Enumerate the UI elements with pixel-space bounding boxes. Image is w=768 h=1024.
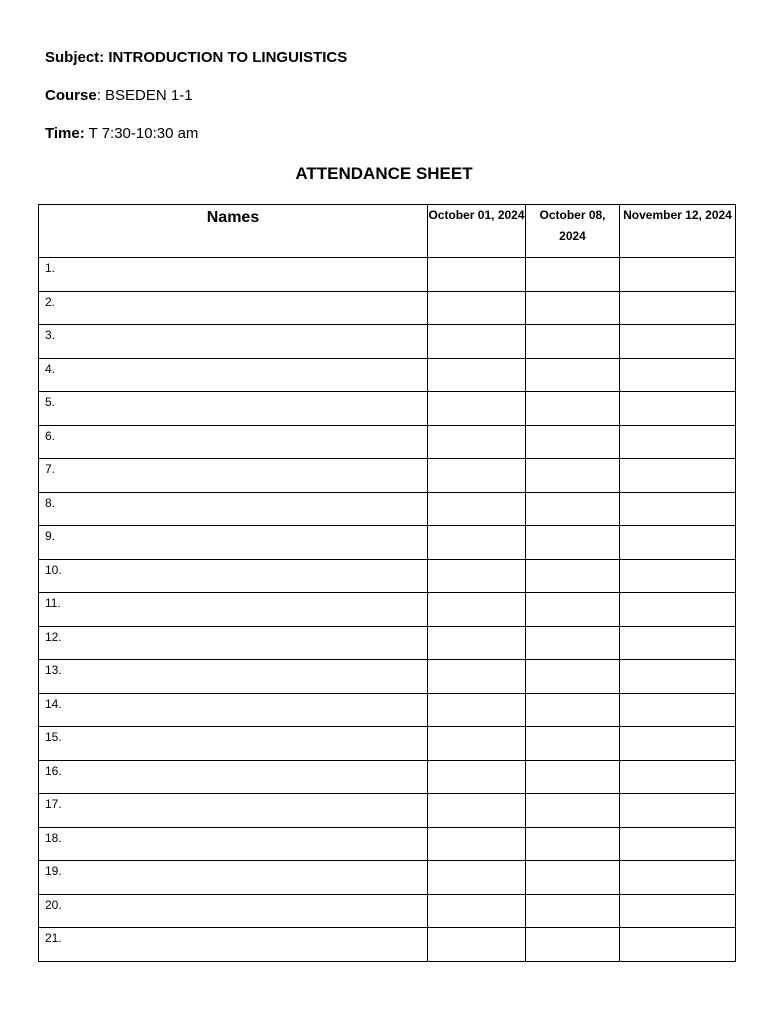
name-cell[interactable]: 14. <box>39 693 428 727</box>
attendance-cell-date-3[interactable] <box>620 626 736 660</box>
name-cell[interactable]: 5. <box>39 392 428 426</box>
attendance-cell-date-3[interactable] <box>620 660 736 694</box>
attendance-cell-date-1[interactable] <box>428 358 526 392</box>
name-cell[interactable]: 8. <box>39 492 428 526</box>
attendance-cell-date-3[interactable] <box>620 291 736 325</box>
name-cell[interactable]: 1. <box>39 258 428 292</box>
attendance-cell-date-1[interactable] <box>428 291 526 325</box>
table-row <box>39 492 736 526</box>
name-cell[interactable]: 9. <box>39 526 428 560</box>
name-cell[interactable]: 2. <box>39 291 428 325</box>
attendance-cell-date-2[interactable] <box>526 593 620 627</box>
time-label: Time: <box>45 125 85 142</box>
attendance-cell-date-1[interactable] <box>428 660 526 694</box>
name-cell[interactable]: 15. <box>39 727 428 761</box>
attendance-cell-date-1[interactable] <box>428 894 526 928</box>
name-cell[interactable]: 4. <box>39 358 428 392</box>
attendance-cell-date-1[interactable] <box>428 693 526 727</box>
attendance-cell-date-3[interactable] <box>620 760 736 794</box>
attendance-cell-date-2[interactable] <box>526 492 620 526</box>
name-cell[interactable]: 19. <box>39 861 428 895</box>
table-row <box>39 827 736 861</box>
table-row <box>39 593 736 627</box>
name-cell[interactable]: 20. <box>39 894 428 928</box>
attendance-cell-date-2[interactable] <box>526 425 620 459</box>
attendance-cell-date-2[interactable] <box>526 861 620 895</box>
attendance-cell-date-2[interactable] <box>526 827 620 861</box>
table-row <box>39 325 736 359</box>
time-value: T 7:30-10:30 am <box>88 125 199 142</box>
table-row <box>39 425 736 459</box>
attendance-cell-date-3[interactable] <box>620 358 736 392</box>
attendance-cell-date-1[interactable] <box>428 593 526 627</box>
column-header-date-1: October 01, 2024 <box>428 205 526 258</box>
attendance-cell-date-3[interactable] <box>620 325 736 359</box>
attendance-cell-date-1[interactable] <box>428 392 526 426</box>
name-cell[interactable]: 17. <box>39 794 428 828</box>
attendance-cell-date-2[interactable] <box>526 358 620 392</box>
subject-label: Subject: <box>45 49 105 66</box>
attendance-cell-date-2[interactable] <box>526 693 620 727</box>
attendance-cell-date-3[interactable] <box>620 861 736 895</box>
attendance-table <box>38 204 736 962</box>
attendance-cell-date-2[interactable] <box>526 928 620 962</box>
name-cell[interactable]: 7. <box>39 459 428 493</box>
attendance-cell-date-2[interactable] <box>526 258 620 292</box>
table-row <box>39 526 736 560</box>
attendance-cell-date-2[interactable] <box>526 459 620 493</box>
header-row <box>39 205 736 258</box>
attendance-cell-date-3[interactable] <box>620 459 736 493</box>
name-cell[interactable]: 10. <box>39 559 428 593</box>
table-row <box>39 861 736 895</box>
sheet-title: ATTENDANCE SHEET <box>295 164 473 183</box>
attendance-cell-date-1[interactable] <box>428 626 526 660</box>
table-row <box>39 392 736 426</box>
attendance-cell-date-2[interactable] <box>526 794 620 828</box>
attendance-cell-date-1[interactable] <box>428 559 526 593</box>
attendance-cell-date-3[interactable] <box>620 894 736 928</box>
table-row <box>39 794 736 828</box>
attendance-cell-date-1[interactable] <box>428 727 526 761</box>
attendance-cell-date-2[interactable] <box>526 894 620 928</box>
table-row <box>39 258 736 292</box>
attendance-cell-date-1[interactable] <box>428 459 526 493</box>
subject-value: INTRODUCTION TO LINGUISTICS <box>108 49 348 66</box>
attendance-cell-date-3[interactable] <box>620 258 736 292</box>
attendance-cell-date-2[interactable] <box>526 760 620 794</box>
column-header-date-3: November 12, 2024 <box>620 205 736 258</box>
name-cell[interactable]: 16. <box>39 760 428 794</box>
table-row <box>39 760 736 794</box>
attendance-cell-date-2[interactable] <box>526 291 620 325</box>
attendance-cell-date-3[interactable] <box>620 928 736 962</box>
attendance-cell-date-2[interactable] <box>526 559 620 593</box>
attendance-cell-date-2[interactable] <box>526 325 620 359</box>
attendance-cell-date-2[interactable] <box>526 392 620 426</box>
course-value: : BSEDEN 1-1 <box>96 87 193 104</box>
table-row <box>39 291 736 325</box>
attendance-cell-date-1[interactable] <box>428 827 526 861</box>
attendance-cell-date-1[interactable] <box>428 861 526 895</box>
attendance-cell-date-2[interactable] <box>526 727 620 761</box>
attendance-cell-date-3[interactable] <box>620 693 736 727</box>
table-row <box>39 358 736 392</box>
attendance-cell-date-3[interactable] <box>620 526 736 560</box>
table-row <box>39 626 736 660</box>
name-cell[interactable]: 3. <box>39 325 428 359</box>
attendance-cell-date-1[interactable] <box>428 258 526 292</box>
attendance-cell-date-1[interactable] <box>428 325 526 359</box>
attendance-cell-date-3[interactable] <box>620 559 736 593</box>
column-header-date-2: October 08, 2024 <box>526 205 620 258</box>
attendance-cell-date-1[interactable] <box>428 492 526 526</box>
name-cell[interactable]: 11. <box>39 593 428 627</box>
attendance-cell-date-3[interactable] <box>620 492 736 526</box>
attendance-cell-date-3[interactable] <box>620 425 736 459</box>
attendance-cell-date-3[interactable] <box>620 827 736 861</box>
name-cell[interactable]: 18. <box>39 827 428 861</box>
table-row <box>39 459 736 493</box>
table-row <box>39 693 736 727</box>
attendance-cell-date-3[interactable] <box>620 593 736 627</box>
attendance-cell-date-3[interactable] <box>620 727 736 761</box>
attendance-cell-date-3[interactable] <box>620 392 736 426</box>
table-row <box>39 727 736 761</box>
time-line <box>45 125 198 142</box>
table-row <box>39 894 736 928</box>
attendance-cell-date-1[interactable] <box>428 425 526 459</box>
name-cell[interactable]: 6. <box>39 425 428 459</box>
table-row <box>39 928 736 962</box>
attendance-cell-date-1[interactable] <box>428 928 526 962</box>
attendance-cell-date-1[interactable] <box>428 794 526 828</box>
attendance-cell-date-3[interactable] <box>620 794 736 828</box>
name-cell[interactable]: 21. <box>39 928 428 962</box>
table-row <box>39 660 736 694</box>
attendance-cell-date-2[interactable] <box>526 660 620 694</box>
subject-line <box>45 49 347 66</box>
attendance-cell-date-2[interactable] <box>526 626 620 660</box>
name-cell[interactable]: 12. <box>39 626 428 660</box>
course-line <box>45 87 193 104</box>
table-row <box>39 559 736 593</box>
attendance-cell-date-2[interactable] <box>526 526 620 560</box>
course-label: Course <box>45 87 97 104</box>
name-cell[interactable]: 13. <box>39 660 428 694</box>
column-header-names: Names <box>39 205 428 258</box>
attendance-cell-date-1[interactable] <box>428 526 526 560</box>
attendance-cell-date-1[interactable] <box>428 760 526 794</box>
